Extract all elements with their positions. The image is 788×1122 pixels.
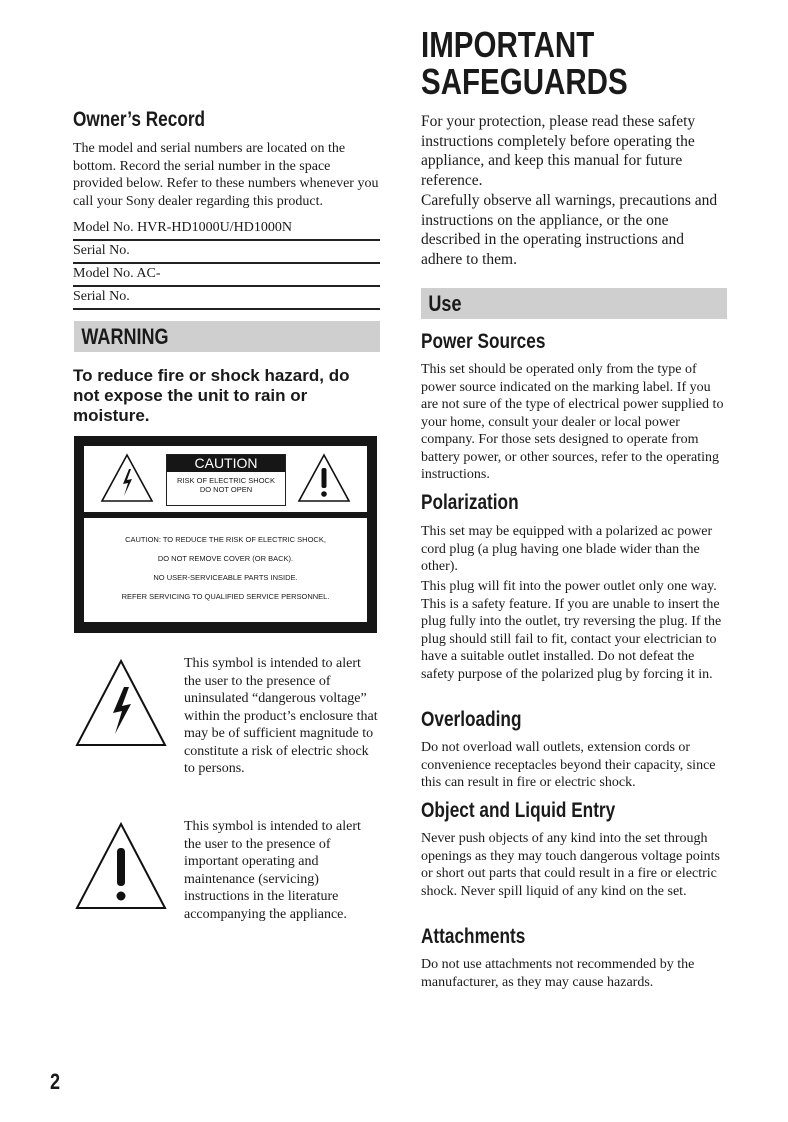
safeguards-title: IMPORTANT SAFEGUARDS xyxy=(421,24,628,102)
caution-line-4: REFER SERVICING TO QUALIFIED SERVICE PERSONNEL. xyxy=(121,592,330,601)
lightning-symbol-text: This symbol is intended to alert the user to the presence of uninsulated “dangerous voltage” within the product’s enclosure that may be of sufficient magnitude to constitute a risk of electric shock to persons. xyxy=(184,656,378,776)
object-liquid-heading: Object and Liquid Entry xyxy=(421,799,616,822)
caution-label-top xyxy=(84,446,367,512)
lightning-symbol-icon xyxy=(73,657,169,749)
polarization-text-1: This set may be equipped with a polarized ac power cord plug (a plug having one blade wider than the other). xyxy=(421,524,713,574)
use-bar: Use xyxy=(421,288,727,319)
attachments-text: Do not use attachments not recommended by the manufacturer, as they may cause hazards. xyxy=(421,957,695,990)
owners-record-heading: Owner’s Record xyxy=(73,108,206,131)
overloading-heading: Overloading xyxy=(421,708,522,731)
caution-line-3: NO USER-SERVICEABLE PARTS INSIDE. xyxy=(153,573,298,582)
record-row-model-ac: Model No. AC- xyxy=(73,264,380,287)
exclamation-symbol-text: This symbol is intended to alert the user to the presence of important operating and maintenance (servicing) instructions in the literature accompanying the appliance. xyxy=(184,819,361,922)
polarization-heading: Polarization xyxy=(421,491,519,514)
safeguards-intro-1: For your protection, please read these safety instructions completely before operating the appliance, and keep this manual for future reference. xyxy=(421,113,696,189)
record-table xyxy=(73,218,380,310)
object-liquid-text: Never push objects of any kind into the set through openings as they may touch dangerous voltage points or short out parts that could result in a fire or electric shock. Never spill liquid of any kind on the set. xyxy=(421,831,720,899)
power-sources-heading: Power Sources xyxy=(421,330,546,353)
caution-line-2: DO NOT REMOVE COVER (OR BACK). xyxy=(157,554,294,563)
power-sources-text: This set should be operated only from the type of power source indicated on the marking label. If you are not sure of the type of electrical power supplied to your home, consult your dealer or local power company. For those sets designed to operate from battery power, or other sources, refer to the operating instructions. xyxy=(421,362,724,482)
caution-badge-line-2: DO NOT OPEN xyxy=(199,485,253,494)
safeguards-intro-2: Carefully observe all warnings, precautions and instructions on the appliance, or the one described in the operating instructions and adhere to them. xyxy=(421,192,718,268)
caution-label xyxy=(74,436,377,633)
caution-line-1: CAUTION: TO REDUCE THE RISK OF ELECTRIC SHOCK, xyxy=(125,535,326,544)
caution-badge xyxy=(166,454,286,506)
caution-badge-line-1: RISK OF ELECTRIC SHOCK xyxy=(177,476,275,485)
warning-bar: WARNING xyxy=(74,321,380,352)
attachments-heading: Attachments xyxy=(421,925,526,948)
record-row-model: Model No. HVR-HD1000U/HD1000N xyxy=(73,218,380,241)
caution-badge-sub xyxy=(167,472,285,494)
caution-label-bottom xyxy=(84,518,367,622)
exclamation-triangle-icon xyxy=(296,452,352,504)
page-number: 2 xyxy=(50,1069,61,1094)
record-row-serial-ac: Serial No. xyxy=(73,287,380,310)
exclamation-symbol-icon xyxy=(73,820,169,912)
polarization-text-2: This plug will fit into the power outlet only one way. This is a safety feature. If you are unable to insert the plug fully into the outlet, try reversing the plug. If the plug should still fail to fit, contact your electrician to have a suitable outlet installed. Do not defeat the safety purpose of the polarized plug by forcing it in. xyxy=(421,579,722,682)
record-row-serial: Serial No. xyxy=(73,241,380,264)
caution-badge-header: CAUTION xyxy=(167,455,285,472)
lightning-triangle-icon xyxy=(99,452,155,504)
warning-lead: To reduce fire or shock hazard, do not expose the unit to rain or moisture. xyxy=(73,366,350,425)
owners-record-intro: The model and serial numbers are located on the bottom. Record the serial number in the space provided below. Refer to these numbers whenever you call your Sony dealer regarding this product. xyxy=(73,141,379,209)
overloading-text: Do not overload wall outlets, extension cords or convenience receptacles beyond their capacity, since this can result in fire or electric shock. xyxy=(421,740,716,790)
